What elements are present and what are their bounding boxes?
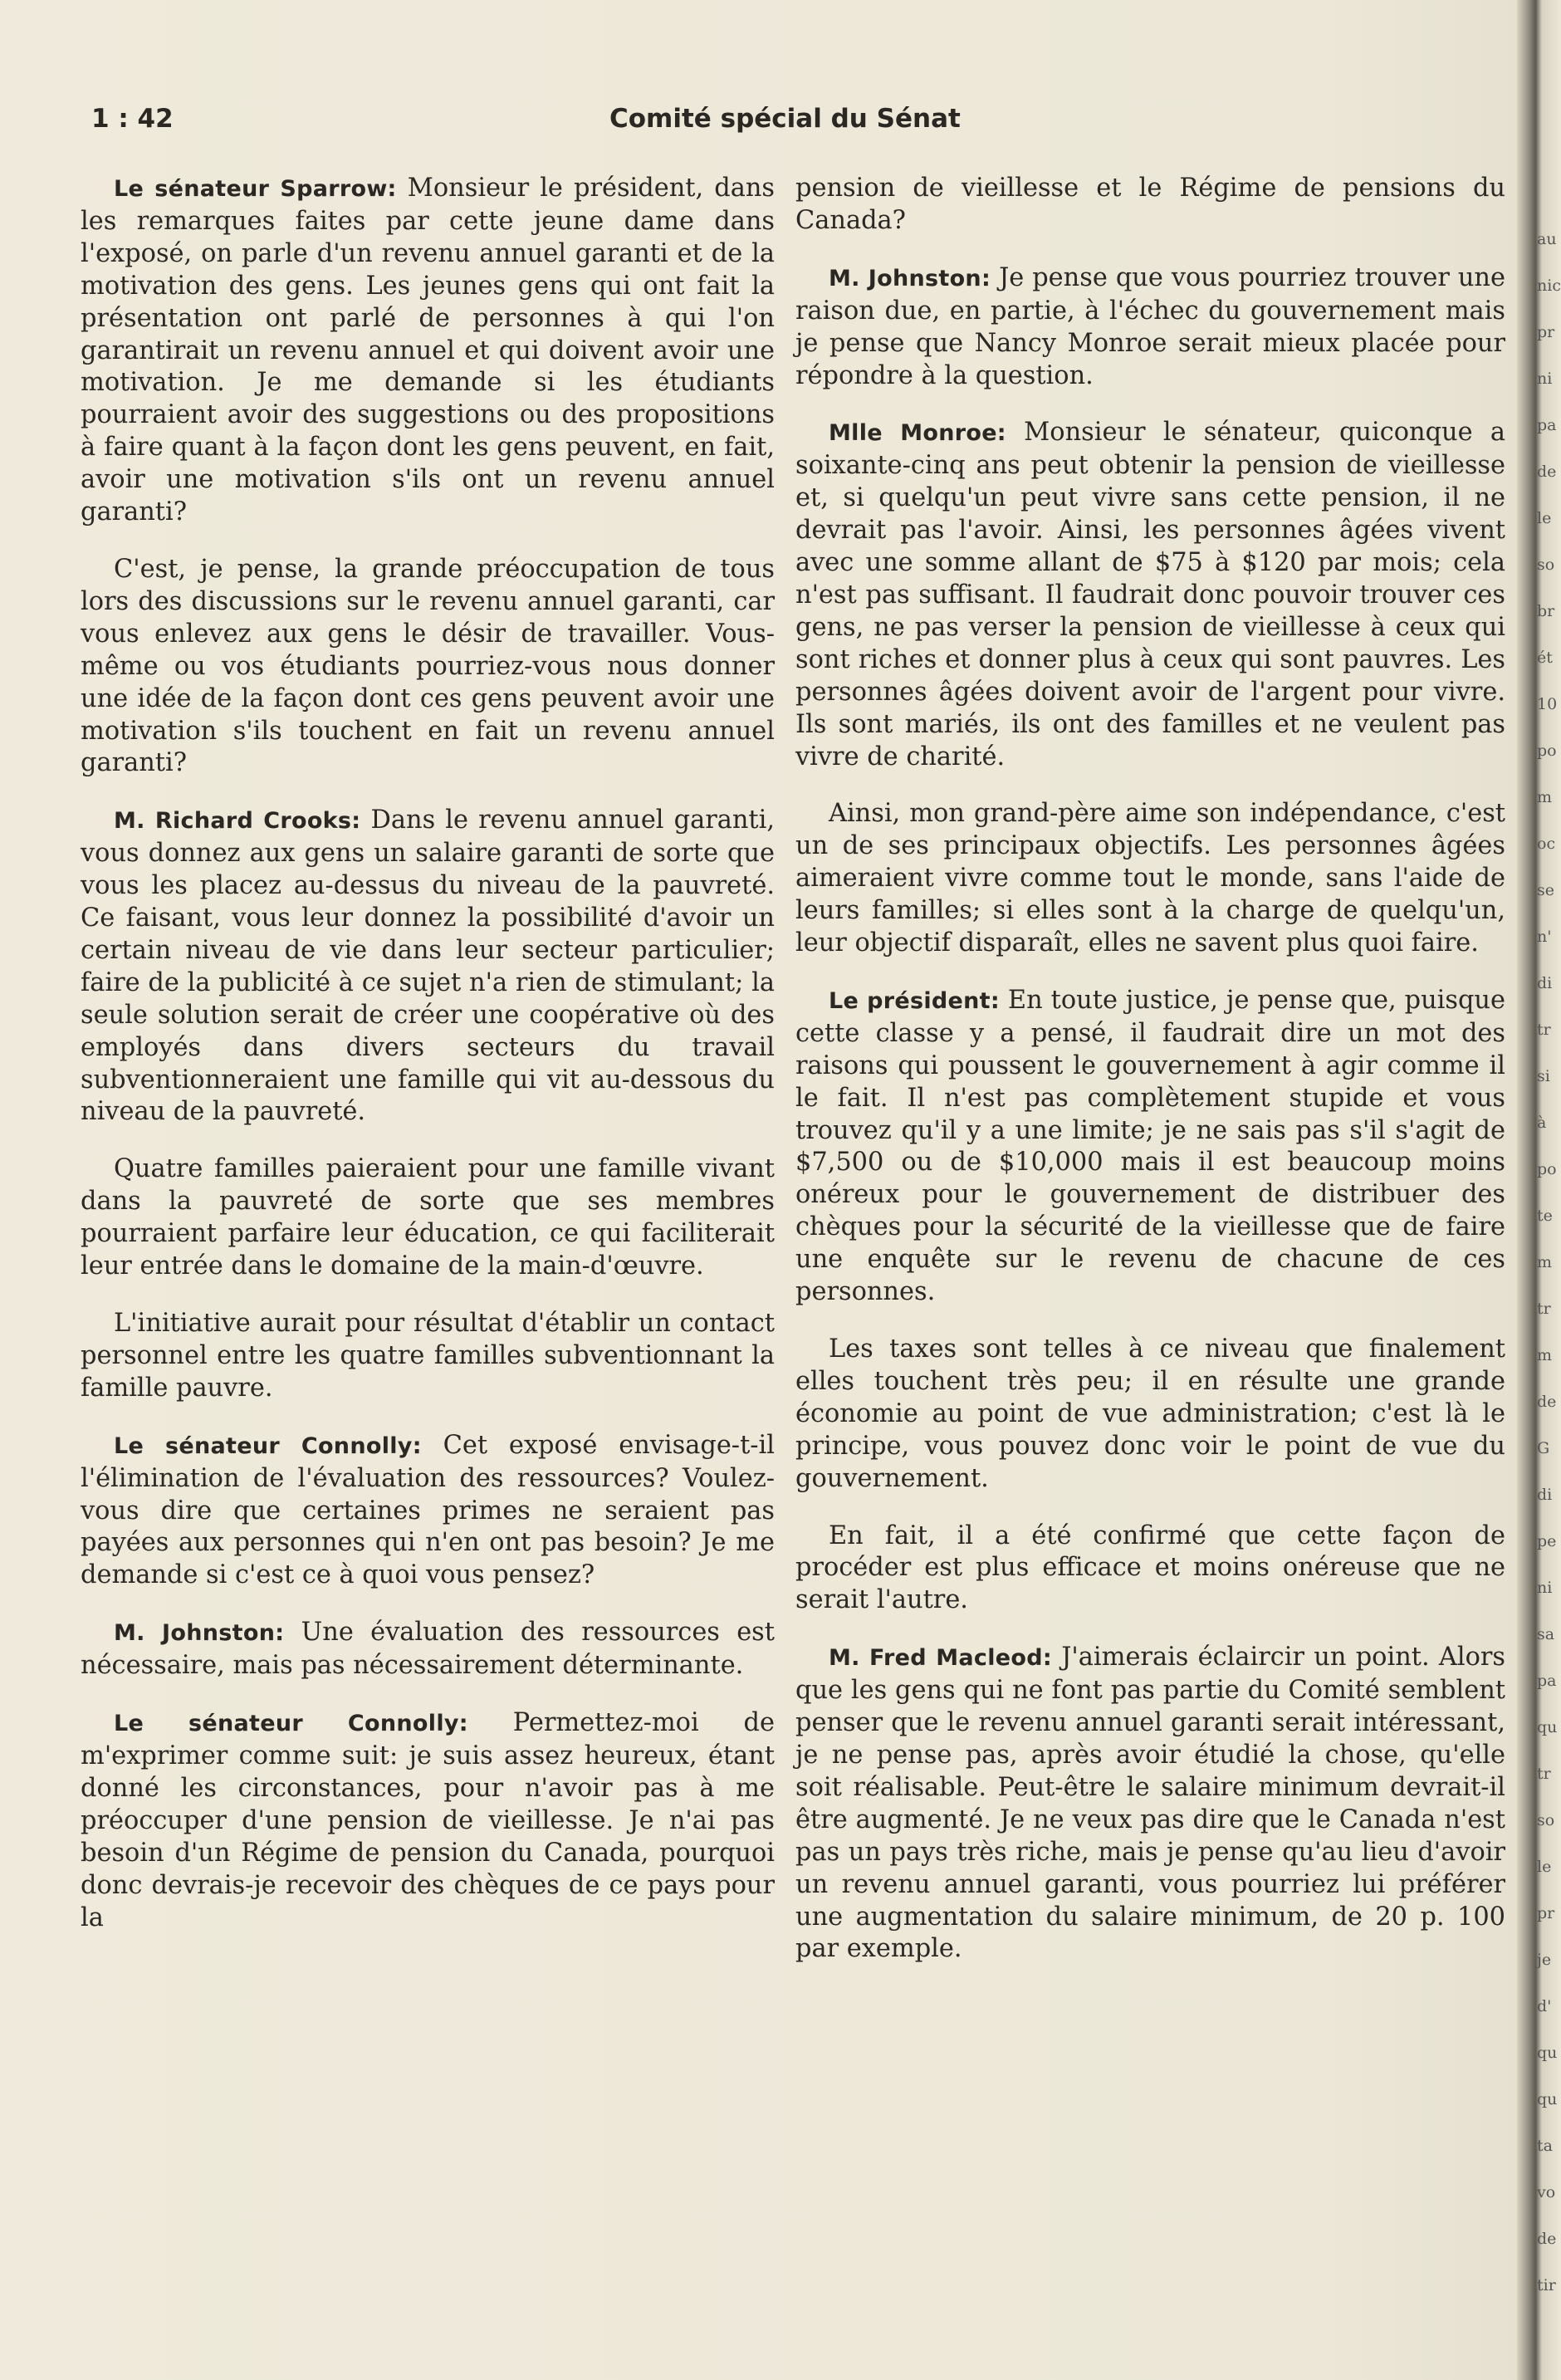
edge-fragment: pe — [1537, 1532, 1557, 1550]
edge-fragment: qu — [1537, 2090, 1558, 2108]
paragraph-text: Monsieur le président, dans les remarques faites par cette jeune dame dans l'exposé, on parle d'un revenu annuel garanti et de la motivation des gens. Les jeunes gens qui ont fait la présentation ont parlé de personnes à qui l'on garantirait un revenu annuel et qui doivent avoir une motivation. Je me demande si les étudiants pourraient avoir des suggestions ou des propositions à faire quant à la façon dont les gens peuvent, en fait, avoir une motivation s'ils ont un revenu annuel garanti? — [81, 174, 775, 527]
edge-fragment: au — [1537, 230, 1557, 248]
edge-fragment: pr — [1537, 1904, 1555, 1922]
paragraph-text: Ainsi, mon grand-père aime son indépendance, c'est un de ses principaux objectifs. Les personnes âgées aimeraient vivre comme tout le monde, sans l'aide de leurs familles; si elles sont à la charge de quelqu'un, leur objectif disparaît, elles ne savent plus quoi faire. — [795, 799, 1505, 958]
paragraph-text: En toute justice, je pense que, puisque cette classe y a pensé, il faudrait dire un mot des raisons qui poussent le gouvernement à agir comme il le fait. Il n'est pas complètement stupide et vous trouvez qu'il y a une limite; je ne sais pas s'il s'agit de $7,500 ou de $10,000 mais il est beaucoup moins onéreux pour le gouvernement de distribuer des chèques pour la sécurité de la vieillesse que de faire une enquête sur le revenu de chacune de ces personnes. — [795, 985, 1505, 1307]
paragraph-text: Monsieur le sénateur, quiconque a soixante-cinq ans peut obtenir la pension de vieillesse et, si quelqu'un peut vivre sans cette pension, il ne devrait pas l'avoir. Ainsi, les personnes âgées vivent avec une somme allant de $75 à $120 par mois; cela n'est pas suffisant. Il faudrait donc pouvoir trouver ces gens, ne pas verser la pension de vieillesse à ceux qui sont riches et donner plus à ceux qui sont pauvres. Les personnes âgées doivent avoir de l'argent pour vivre. Ils sont mariés, ils ont des familles et ne veulent pas vivre de charité. — [795, 418, 1505, 771]
right-column — [795, 173, 1505, 1991]
paragraph — [795, 1642, 1505, 1966]
edge-fragment: à — [1537, 1114, 1547, 1132]
speaker-name: Le président: — [829, 987, 1000, 1014]
edge-fragment: le — [1537, 1858, 1552, 1876]
paragraph — [81, 1430, 775, 1593]
paragraph-text: Dans le revenu annuel garanti, vous donnez aux gens un salaire garanti de sorte que vous les placez au-dessus du niveau de la pauvreté. Ce faisant, vous leur donnez la possibilité d'avoir un certain niveau de vie dans leur secteur particulier; faire de la publicité à ce sujet n'a rien de stimulant; la seule solution serait de créer une coopérative où des employés dans divers secteurs du travail subventionneraient une famille qui vit au-dessous du niveau de la pauvreté. — [81, 806, 776, 1127]
paragraph — [795, 985, 1505, 1309]
paragraph — [81, 805, 775, 1129]
edge-fragment: ét — [1537, 649, 1553, 667]
edge-fragment: m — [1537, 788, 1553, 806]
edge-fragment: m — [1537, 1253, 1553, 1271]
edge-fragment: oc — [1537, 835, 1556, 853]
edge-fragment: br — [1537, 602, 1555, 620]
edge-fragment: ta — [1537, 2137, 1553, 2155]
edge-fragment: je — [1537, 1951, 1552, 1969]
edge-fragment: d' — [1537, 1997, 1552, 2015]
paragraph — [81, 554, 775, 780]
paragraph — [795, 173, 1505, 238]
speaker-name: M. Johnston: — [114, 1620, 285, 1647]
speaker-name: Le sénateur Sparrow: — [114, 176, 397, 202]
edge-fragment: di — [1537, 974, 1553, 992]
edge-fragment: 10 — [1537, 695, 1558, 713]
edge-fragment: le — [1537, 509, 1552, 527]
edge-fragment: qu — [1537, 2044, 1558, 2062]
paragraph-text: C'est, je pense, la grande préoccupation de tous lors des discussions sur le revenu annuel garanti, car vous enlevez aux gens le désir de travailler. Vous-même ou vos étudiants pourriez-vous nous donner une idée de la façon dont ces gens peuvent avoir une motivation s'ils touchent en fait un revenu annuel garanti? — [81, 554, 775, 778]
edge-fragment: ni — [1537, 1579, 1553, 1597]
edge-fragment: m — [1537, 1346, 1553, 1364]
paragraph-text: pension de vieillesse et le Régime de pensions du Canada? — [795, 174, 1505, 235]
edge-fragment: tr — [1537, 1021, 1551, 1039]
edge-fragment: po — [1537, 742, 1557, 760]
edge-fragment: tir — [1537, 2276, 1556, 2294]
edge-fragment: di — [1537, 1486, 1553, 1504]
paragraph — [81, 1617, 775, 1682]
edge-fragment: vo — [1537, 2183, 1556, 2201]
facing-page-edge-text — [1537, 216, 1561, 2309]
paragraph — [81, 173, 775, 529]
edge-fragment: qu — [1537, 1718, 1558, 1736]
edge-fragment: se — [1537, 881, 1554, 899]
speaker-name: Le sénateur Connolly: — [114, 1432, 422, 1459]
edge-fragment: pa — [1537, 1672, 1557, 1690]
paragraph — [795, 1334, 1505, 1496]
edge-fragment: sa — [1537, 1625, 1555, 1643]
paragraph-text: En fait, il a été confirmé que cette façon de procéder est plus efficace et moins onéreuse que ne serait l'autre. — [795, 1521, 1505, 1615]
edge-fragment: G — [1537, 1439, 1550, 1457]
edge-fragment: tr — [1537, 1765, 1551, 1783]
edge-fragment: tr — [1537, 1300, 1551, 1318]
paragraph — [81, 1153, 775, 1283]
paragraph — [795, 1521, 1505, 1618]
running-title: Comité spécial du Sénat — [609, 104, 961, 134]
speaker-name: M. Johnston: — [829, 265, 991, 291]
paragraph — [795, 262, 1505, 393]
paragraph — [81, 1308, 775, 1405]
edge-fragment: de — [1537, 2230, 1557, 2248]
edge-fragment: de — [1537, 1393, 1557, 1411]
page-header — [91, 104, 996, 145]
paragraph-text: Les taxes sont telles à ce niveau que finalement elles touchent très peu; il en résulte une grande économie au point de vue administration; c'est là le principe, vous pouvez donc voir le point de vue du gouvernement. — [795, 1334, 1505, 1493]
edge-fragment: pa — [1537, 416, 1557, 434]
paragraph-text: J'aimerais éclaircir un point. Alors que les gens qui ne font pas partie du Comité semblent penser que le revenu annuel garanti serait intéressant, je ne pense pas, après avoir étudié la chose, qu'elle soit réalisable. Peut-être le salaire minimum devrait-il être augmenté. Je ne veux pas dire que le Canada n'est pas un pays très riche, mais je pense qu'au lieu d'avoir un revenu annuel garanti, vous pourriez lui préférer une augmentation du salaire minimum, de 20 p. 100 par exemple. — [795, 1643, 1505, 1964]
speaker-name: M. Richard Crooks: — [114, 808, 361, 835]
edge-fragment: ni — [1537, 370, 1553, 388]
edge-fragment: po — [1537, 1160, 1557, 1178]
speaker-name: M. Fred Macleod: — [829, 1645, 1052, 1672]
paragraph — [795, 798, 1505, 960]
paragraph — [795, 417, 1505, 773]
paragraph-text: Quatre familles paieraient pour une famille vivant dans la pauvreté de sorte que ses membres pourraient parfaire leur éducation, ce qui faciliterait leur entrée dans le domaine de la main-d'œuvre. — [81, 1154, 775, 1281]
paragraph — [81, 1707, 775, 1934]
edge-fragment: de — [1537, 463, 1557, 481]
paragraph-text: Cet exposé envisage-t-il l'élimination de l'évaluation des ressources? Voulez-vous dire que certaines primes ne seraient pas payées aux personnes qui n'en ont pas besoin? Je me demande si c'est ce à quoi vous pensez? — [81, 1430, 775, 1590]
edge-fragment: so — [1537, 556, 1555, 574]
paragraph-text: Je pense que vous pourriez trouver une raison due, en partie, à l'échec du gouvernement mais je pense que Nancy Monroe serait mieux placée pour répondre à la question. — [795, 262, 1505, 390]
edge-fragment: nic — [1537, 277, 1561, 295]
speaker-name: Le sénateur Connolly: — [114, 1711, 468, 1737]
edge-fragment: si — [1537, 1067, 1550, 1085]
page-number: 1 : 42 — [91, 104, 174, 134]
paragraph-text: L'initiative aurait pour résultat d'établir un contact personnel entre les quatre familles subventionnant la famille pauvre. — [81, 1309, 775, 1403]
edge-fragment: n' — [1537, 928, 1552, 946]
paragraph-text: Permettez-moi de m'exprimer comme suit: je suis assez heureux, étant donné les circonstances, pour n'avoir pas à me préoccuper d'une pension de vieillesse. Je n'ai pas besoin d'un Régime de pension du Canada, pourquoi donc devrais-je recevoir des chèques de ce pays pour la — [81, 1708, 775, 1932]
speaker-name: Mlle Monroe: — [829, 420, 1006, 447]
edge-fragment: pr — [1537, 323, 1555, 341]
paragraph-text: Une évaluation des ressources est nécessaire, mais pas nécessairement déterminante. — [81, 1618, 775, 1681]
edge-fragment: te — [1537, 1207, 1553, 1225]
left-column — [81, 173, 775, 1959]
edge-fragment: so — [1537, 1811, 1555, 1829]
